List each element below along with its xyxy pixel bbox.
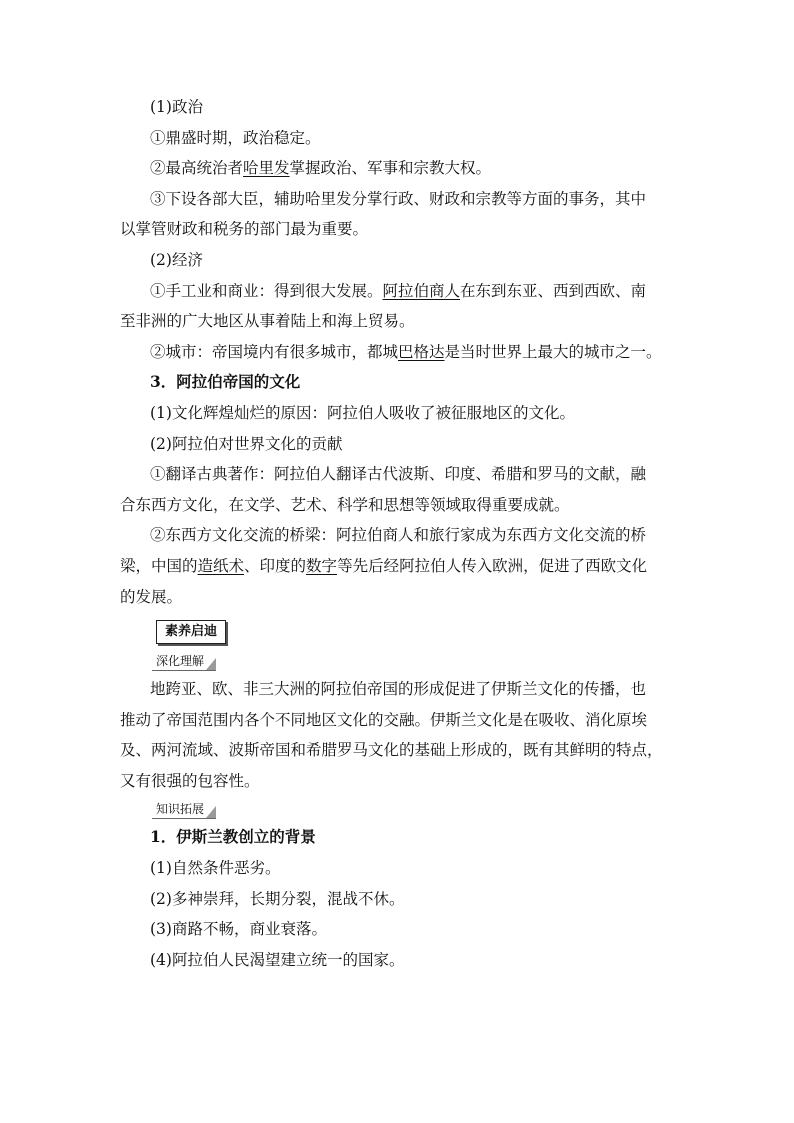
text-line: ②城市：帝国境内有很多城市，都城巴格达是当时世界上最大的城市之一。 <box>150 342 662 361</box>
text-line: (1)文化辉煌灿烂的原因：阿拉伯人吸收了被征服地区的文化。 <box>150 403 575 422</box>
subheading: (2)阿拉伯对世界文化的贡献 <box>150 434 343 453</box>
text-line: ③下设各部大臣，辅助哈里发分掌行政、财政和宗教等方面的事务，其中 <box>150 189 647 208</box>
section-heading: 1．伊斯兰教创立的背景 <box>150 827 316 847</box>
section-tag: 深化理解 <box>152 652 216 671</box>
underlined-term: 阿拉伯商人 <box>382 281 461 300</box>
underlined-term: 数字 <box>306 556 338 575</box>
text-line: 推动了帝国范围内各个不同地区文化的交融。伊斯兰文化是在吸收、消化原埃 <box>120 710 648 729</box>
document-content <box>120 92 676 975</box>
tag-row <box>120 648 676 674</box>
tag-row <box>120 796 676 822</box>
list-item: (3)商路不畅，商业衰落。 <box>150 920 327 939</box>
underlined-term: 造纸术 <box>197 556 245 575</box>
text-line: 又有很强的包容性。 <box>120 771 260 790</box>
list-item: (2)多神崇拜，长期分裂，混战不休。 <box>150 889 405 908</box>
section-tag: 知识拓展 <box>152 800 216 819</box>
underlined-term: 巴格达 <box>398 342 445 361</box>
text-line: 及、两河流域、波斯帝国和希腊罗马文化的基础上形成的，既有其鲜明的特点， <box>120 741 663 760</box>
text-line: ②最高统治者哈里发掌握政治、军事和宗教大权。 <box>150 159 492 178</box>
text-line: 至非洲的广大地区从事着陆上和海上贸易。 <box>120 312 415 331</box>
heading-politics: (1)政治 <box>150 98 203 116</box>
text-line: 以掌管财政和税务的部门最为重要。 <box>120 220 369 239</box>
list-item: (1)自然条件恶劣。 <box>150 859 281 878</box>
text-line: ②东西方文化交流的桥梁：阿拉伯商人和旅行家成为东西方文化交流的桥 <box>150 526 647 545</box>
badge-row <box>120 614 676 648</box>
text-line: 地跨亚、欧、非三大洲的阿拉伯帝国的形成促进了伊斯兰文化的传播，也 <box>150 680 647 699</box>
text-line: ①翻译古典著作：阿拉伯人翻译古代波斯、印度、希腊和罗马的文献，融 <box>150 465 647 484</box>
text-line: 的发展。 <box>120 587 183 606</box>
text-line: 合东西方文化，在文学、艺术、科学和思想等领域取得重要成就。 <box>120 495 570 514</box>
section-badge: 素养启迪 <box>156 620 226 644</box>
heading-economy: (2)经济 <box>150 250 203 269</box>
text-line: ①手工业和商业：得到很大发展。阿拉伯商人在东到东亚、西到西欧、南 <box>150 281 647 300</box>
text-line: 梁，中国的造纸术、印度的数字等先后经阿拉伯人传入欧洲，促进了西欧文化 <box>120 556 648 575</box>
underlined-term: 哈里发 <box>243 159 290 178</box>
text-line: ①鼎盛时期，政治稳定。 <box>150 128 321 147</box>
list-item: (4)阿拉伯人民渴望建立统一的国家。 <box>150 950 405 969</box>
section-heading: 3．阿拉伯帝国的文化 <box>150 372 301 392</box>
